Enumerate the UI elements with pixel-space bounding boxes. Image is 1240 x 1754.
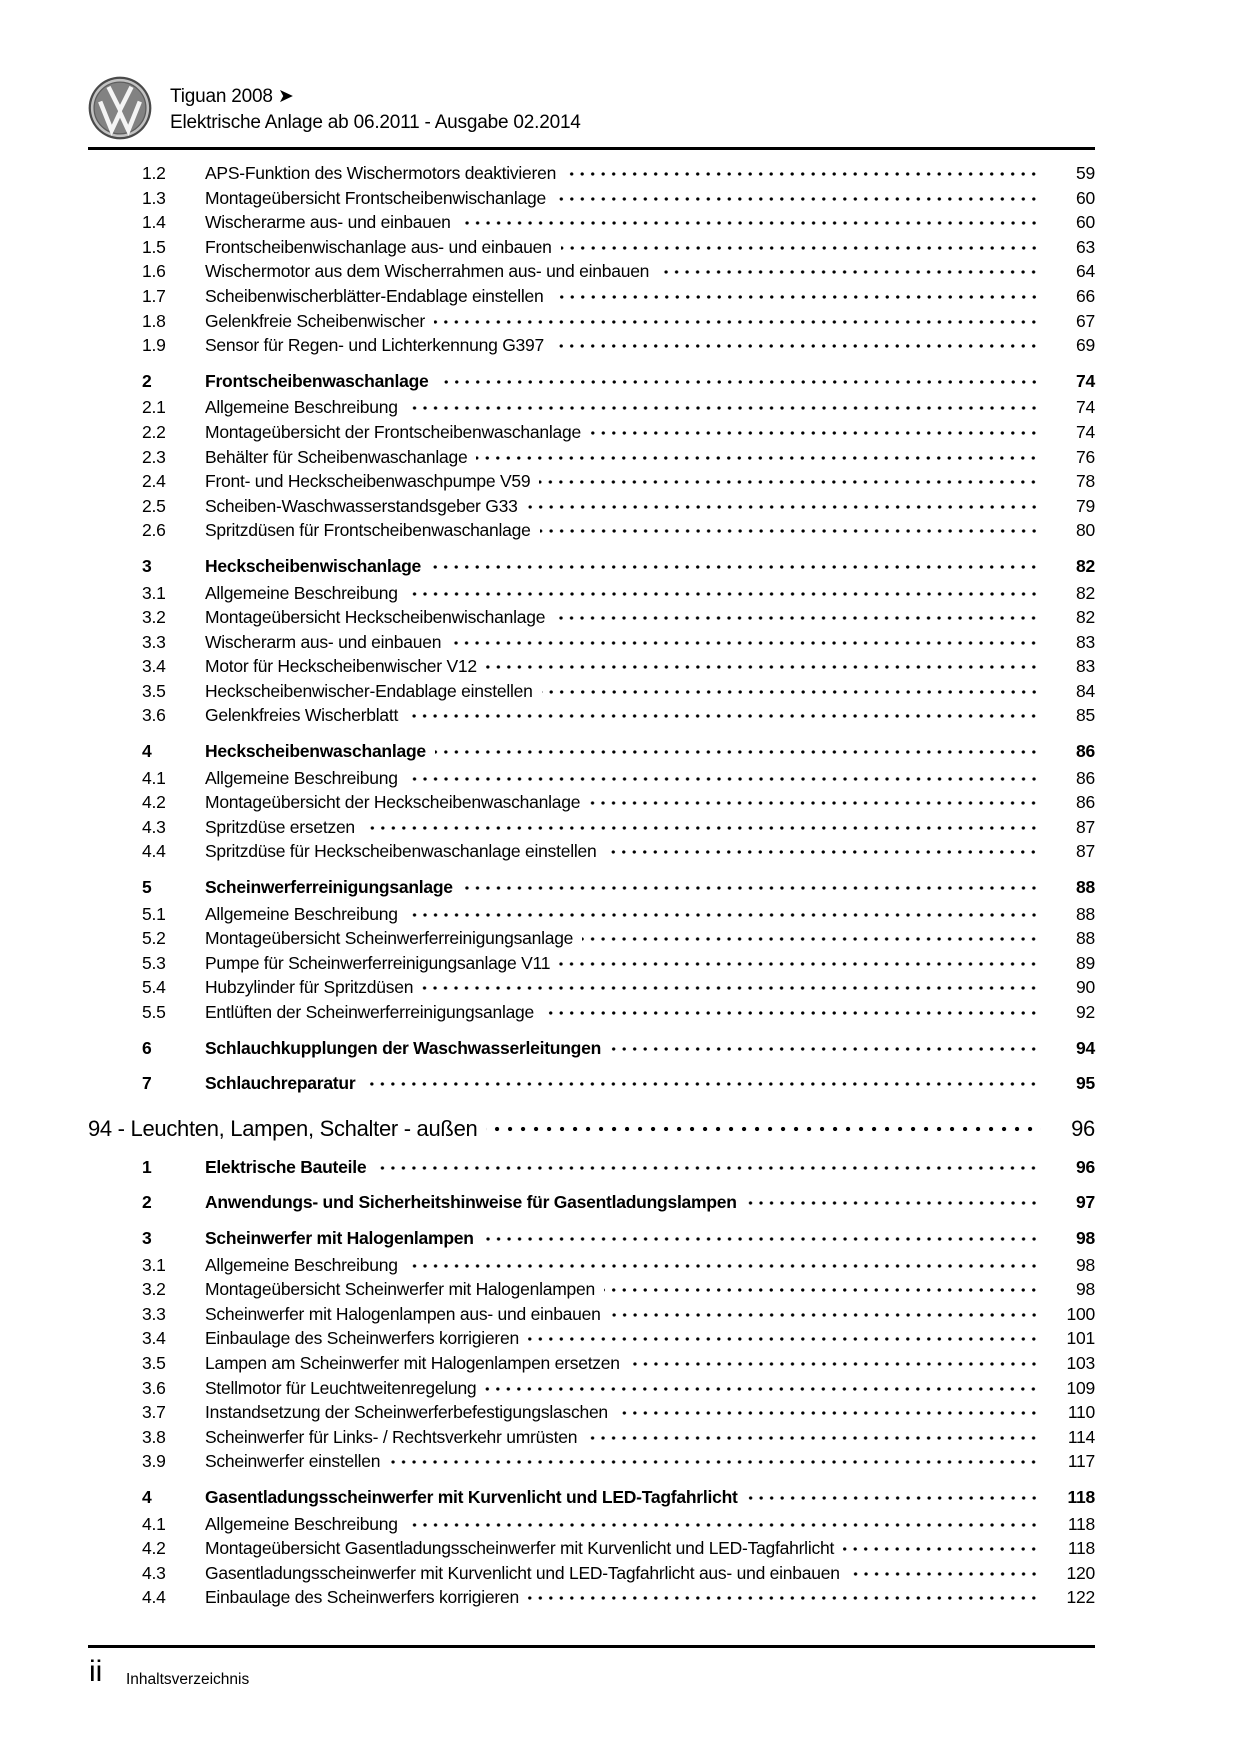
- toc-entry-page: 103: [1066, 1352, 1095, 1373]
- toc-entry: [88, 679, 1095, 704]
- toc-entry-title: Montageübersicht Frontscheibenwischanlage: [205, 187, 546, 208]
- toc-entry-number: 3.6: [142, 1377, 166, 1398]
- toc-entry-page: 63: [1076, 236, 1095, 257]
- toc-entry-page: 90: [1076, 977, 1095, 998]
- toc-entry: [88, 518, 1095, 543]
- dot-leader: [407, 1259, 1041, 1271]
- toc-entry-title: Spritzdüse für Heckscheibenwaschanlage einstellen: [205, 841, 597, 862]
- toc-entry-page: 114: [1067, 1426, 1095, 1447]
- dot-leader: [843, 1542, 1041, 1554]
- dot-leader: [604, 1283, 1041, 1295]
- dot-leader: [528, 1591, 1041, 1603]
- toc-entry-page: 98: [1076, 1227, 1095, 1248]
- toc-entry-title: Lampen am Scheinwerfer mit Halogenlampen ersetzen: [205, 1352, 620, 1373]
- toc-entry-number: 2.3: [142, 446, 166, 467]
- dot-leader: [610, 1042, 1041, 1054]
- dot-leader: [485, 1382, 1041, 1394]
- toc-entry-title: Allgemeine Beschreibung: [205, 767, 398, 788]
- dot-leader: [375, 1161, 1041, 1173]
- dot-leader: [407, 1518, 1041, 1530]
- dot-leader: [364, 1077, 1041, 1089]
- toc-entry-number: 3.1: [142, 582, 166, 603]
- toc-entry-title: Motor für Heckscheibenwischer V12: [205, 656, 477, 677]
- toc-entry: [88, 235, 1095, 260]
- toc-entry-title: Scheinwerferreinigungsanlage: [205, 877, 453, 898]
- toc-entry-number: 3.1: [142, 1254, 166, 1275]
- toc-entry-number: 6: [142, 1037, 152, 1058]
- dot-leader: [462, 881, 1041, 893]
- toc-entry: [88, 815, 1095, 840]
- toc-entry: [88, 1226, 1095, 1251]
- dot-leader: [629, 1357, 1041, 1369]
- toc-entry-page: 83: [1076, 631, 1095, 652]
- dot-leader: [422, 981, 1041, 993]
- toc-entry-title: Elektrische Bauteile: [205, 1156, 367, 1177]
- toc-entry-page: 88: [1076, 877, 1095, 898]
- toc-entry-number: 4.1: [142, 767, 166, 788]
- toc-entry: [88, 1155, 1095, 1180]
- toc-entry-page: 98: [1076, 1254, 1095, 1275]
- toc-entry-title: Spritzdüse ersetzen: [205, 816, 355, 837]
- toc-entry-number: 3.9: [142, 1451, 166, 1472]
- toc-entry-title: Montageübersicht Scheinwerfer mit Halogenlampen: [205, 1279, 595, 1300]
- toc-entry: [88, 926, 1095, 951]
- toc-entry: [88, 1036, 1095, 1061]
- toc-entry-title: Frontscheibenwischanlage aus- und einbauen: [205, 236, 552, 257]
- dot-leader: [586, 1431, 1041, 1443]
- toc-entry-page: 79: [1076, 495, 1095, 516]
- toc-entry: [88, 554, 1095, 579]
- toc-entry-page: 82: [1076, 607, 1095, 628]
- header-model: Tiguan 2008 ➤: [170, 86, 294, 107]
- toc-entry-number: 2.5: [142, 495, 166, 516]
- dot-leader: [559, 957, 1041, 969]
- toc-entry-title: Frontscheibenwaschanlage: [205, 370, 429, 391]
- toc-entry-number: 5.2: [142, 928, 166, 949]
- toc-entry-title: Schlauchreparatur: [205, 1073, 356, 1094]
- toc-entry-title: Scheinwerfer einstellen: [205, 1451, 381, 1472]
- dot-leader: [527, 500, 1041, 512]
- toc-entry-number: 3.2: [142, 607, 166, 628]
- toc-entry: [88, 395, 1095, 420]
- toc-entry-title: Sensor für Regen- und Lichterkennung G397: [205, 335, 545, 356]
- toc-entry-title: Instandsetzung der Scheinwerferbefestigungslaschen: [205, 1402, 608, 1423]
- toc-entry: [88, 654, 1095, 679]
- toc-entry-title: Scheinwerfer für Links- / Rechtsverkehr umrüsten: [205, 1426, 578, 1447]
- toc-entry-page: 94: [1076, 1037, 1095, 1058]
- toc-entry-title: Spritzdüsen für Frontscheibenwaschanlage: [205, 520, 531, 541]
- toc-entry-page: 122: [1066, 1587, 1095, 1608]
- dot-leader: [389, 1455, 1041, 1467]
- toc-entry-page: 89: [1076, 952, 1095, 973]
- toc-entry-number: 2.2: [142, 421, 166, 442]
- toc-entry: [88, 445, 1095, 470]
- dot-leader: [590, 426, 1041, 438]
- toc-entry-number: 3: [142, 1227, 152, 1248]
- dot-leader: [658, 265, 1041, 277]
- toc-entry: [88, 1561, 1095, 1586]
- toc-entry: [88, 1190, 1095, 1215]
- toc-entry-page: 84: [1076, 680, 1095, 701]
- toc-entry-title: Wischerarme aus- und einbauen: [205, 212, 451, 233]
- dot-leader: [849, 1567, 1041, 1579]
- toc-entry: [88, 605, 1095, 630]
- toc-entry: [88, 1536, 1095, 1561]
- dot-leader: [582, 932, 1041, 944]
- toc-entry-number: 5.1: [142, 903, 166, 924]
- toc-entry-title: Montageübersicht Heckscheibenwischanlage: [205, 607, 546, 628]
- header-subtitle: Elektrische Anlage ab 06.2011 - Ausgabe 02.2014: [170, 112, 581, 133]
- dot-leader: [746, 1196, 1041, 1208]
- toc-entry: [88, 284, 1095, 309]
- toc-entry: [88, 790, 1095, 815]
- toc-entry: [88, 1277, 1095, 1302]
- toc-entry: [88, 951, 1095, 976]
- toc-entry-page: 74: [1076, 370, 1095, 391]
- toc-entry: [88, 1512, 1095, 1537]
- toc-entry-title: Gasentladungsscheinwerfer mit Kurvenlicht und LED-Tagfahrlicht: [205, 1486, 738, 1507]
- toc-entry-title: Montageübersicht der Frontscheibenwaschanlage: [205, 421, 581, 442]
- toc-entry-page: 59: [1076, 163, 1095, 183]
- toc-entry-page: 87: [1076, 841, 1095, 862]
- toc-entry-number: 4.2: [142, 1538, 166, 1559]
- toc-entry-number: 1.3: [142, 187, 166, 208]
- dot-leader: [605, 845, 1041, 857]
- toc-entry: [88, 875, 1095, 900]
- toc-entry: [88, 309, 1095, 334]
- toc-entry: [88, 1351, 1095, 1376]
- dot-leader: [407, 587, 1041, 599]
- dot-leader: [610, 1308, 1041, 1320]
- dot-leader: [617, 1406, 1041, 1418]
- toc-entry: [88, 581, 1095, 606]
- toc-entry-page: 109: [1066, 1377, 1095, 1398]
- footer-section-label: Inhaltsverzeichnis: [126, 1671, 250, 1688]
- toc-entry: [88, 975, 1095, 1000]
- toc-entry-page: 118: [1067, 1486, 1095, 1507]
- toc-entry-number: 4.2: [142, 792, 166, 813]
- toc-entry-title: Allgemeine Beschreibung: [205, 1513, 398, 1534]
- toc-entry: [88, 469, 1095, 494]
- toc-entry-title: Schlauchkupplungen der Waschwasserleitungen: [205, 1037, 602, 1058]
- toc-entry: [88, 1326, 1095, 1351]
- toc-entry-title: Montageübersicht der Heckscheibenwaschanlage: [205, 792, 581, 813]
- toc-entry-number: 3.4: [142, 1328, 166, 1349]
- toc-entry-page: 82: [1076, 582, 1095, 603]
- dot-leader: [747, 1491, 1041, 1503]
- toc-entry-page: 101: [1066, 1328, 1095, 1349]
- toc-entry-page: 96: [1071, 1115, 1095, 1141]
- toc-entry-title: APS-Funktion des Wischermotors deaktivieren: [205, 163, 557, 183]
- toc-entry: [88, 1114, 1095, 1144]
- toc-entry: [88, 186, 1095, 211]
- toc-entry-title: Hubzylinder für Spritzdüsen: [205, 977, 414, 998]
- dot-leader: [589, 796, 1041, 808]
- toc-entry-title: Montageübersicht Scheinwerferreinigungsanlage: [205, 928, 574, 949]
- dot-leader: [539, 475, 1041, 487]
- dot-leader: [528, 1332, 1041, 1344]
- toc-entry: [88, 210, 1095, 235]
- toc-entry-title: Stellmotor für Leuchtweitenregelung: [205, 1377, 477, 1398]
- toc-entry-number: 1.5: [142, 236, 166, 257]
- toc-entry-number: 1.4: [142, 212, 166, 233]
- dot-leader: [542, 685, 1041, 697]
- toc-entry-number: 3.5: [142, 1352, 166, 1373]
- dot-leader: [476, 451, 1041, 463]
- toc-entry-title: Scheinwerfer mit Halogenlampen: [205, 1227, 474, 1248]
- toc-entry-title: Einbaulage des Scheinwerfers korrigieren: [205, 1587, 519, 1608]
- toc-entry-title: Wischerarm aus- und einbauen: [205, 631, 442, 652]
- toc-entry: [88, 1376, 1095, 1401]
- toc-entry: [88, 494, 1095, 519]
- toc-entry-number: 3.7: [142, 1402, 166, 1423]
- toc-entry: [88, 739, 1095, 764]
- toc-entry-page: 118: [1067, 1538, 1095, 1559]
- toc-entry-number: 2.1: [142, 397, 166, 418]
- toc-entry-title: Allgemeine Beschreibung: [205, 582, 398, 603]
- toc-entry-title: Allgemeine Beschreibung: [205, 397, 398, 418]
- toc-entry: [88, 1253, 1095, 1278]
- toc-entry-number: 3.3: [142, 631, 166, 652]
- toc-entry-page: 74: [1076, 421, 1095, 442]
- dot-leader: [407, 401, 1041, 413]
- toc-entry-title: Heckscheibenwischanlage: [205, 555, 422, 576]
- toc-entry: [88, 1585, 1095, 1610]
- toc-entry-page: 86: [1076, 741, 1095, 762]
- toc-entry-title: Gelenkfreie Scheibenwischer: [205, 310, 425, 331]
- toc-entry-number: 5: [142, 877, 152, 898]
- toc-entry: [88, 839, 1095, 864]
- toc-entry-number: 1.6: [142, 261, 166, 282]
- dot-leader: [540, 524, 1041, 536]
- toc-entry-page: 67: [1076, 310, 1095, 331]
- toc-entry-title: Gasentladungsscheinwerfer mit Kurvenlicht und LED-Tagfahrlicht aus- und einbauen: [205, 1562, 840, 1583]
- toc-entry-page: 85: [1076, 705, 1095, 726]
- toc-entry-page: 98: [1076, 1279, 1095, 1300]
- toc-entry-page: 88: [1076, 928, 1095, 949]
- toc-entry-page: 100: [1066, 1303, 1095, 1324]
- toc-entry-page: 120: [1066, 1562, 1095, 1583]
- toc-entry: [88, 259, 1095, 284]
- toc-entry-page: 96: [1076, 1156, 1095, 1177]
- toc-entry-page: 110: [1067, 1402, 1095, 1423]
- toc-entry-number: 3.3: [142, 1303, 166, 1324]
- toc-entry-title: Front- und Heckscheibenwaschpumpe V59: [205, 471, 531, 492]
- toc-entry-title: Pumpe für Scheinwerferreinigungsanlage V11: [205, 952, 551, 973]
- toc-entry-page: 118: [1067, 1513, 1095, 1534]
- toc-entry: [88, 902, 1095, 927]
- toc-entry-title: Entlüften der Scheinwerferreinigungsanlage: [205, 1002, 535, 1022]
- toc-entry: [88, 630, 1095, 655]
- toc-entry-page: 117: [1067, 1451, 1095, 1472]
- dot-leader: [407, 908, 1041, 920]
- toc-entry-title: Heckscheibenwaschanlage: [205, 741, 426, 762]
- toc-entry: [88, 766, 1095, 791]
- toc-entry-number: 2: [142, 1192, 152, 1213]
- toc-entry-page: 60: [1076, 187, 1095, 208]
- dot-leader: [407, 709, 1041, 721]
- toc-entry-number: 3.2: [142, 1279, 166, 1300]
- toc-entry-number: 5.4: [142, 977, 166, 998]
- toc-entry-page: 83: [1076, 656, 1095, 677]
- toc-entry: [88, 1425, 1095, 1450]
- toc-entry-title: Anwendungs- und Sicherheitshinweise für Gasentladungslampen: [205, 1192, 737, 1213]
- toc-entry-number: 1.8: [142, 310, 166, 331]
- toc-entry: [88, 369, 1095, 394]
- toc-entry-number: 5.3: [142, 952, 166, 973]
- footer-page-number: ii: [89, 1655, 103, 1688]
- dot-leader: [483, 1232, 1041, 1244]
- toc-entry-title: Scheibenwischerblätter-Endablage einstellen: [205, 285, 544, 306]
- toc-entry-title: 94 - Leuchten, Lampen, Schalter - außen: [88, 1115, 478, 1141]
- toc-entry-number: 1: [142, 1156, 152, 1177]
- toc-entry-page: 86: [1076, 792, 1095, 813]
- toc-entry-page: 87: [1076, 816, 1095, 837]
- toc-entry: [88, 1302, 1095, 1327]
- toc-entry-number: 4: [142, 741, 152, 762]
- toc-entry-title: Scheinwerfer mit Halogenlampen aus- und einbauen: [205, 1303, 601, 1324]
- toc-entry-title: Allgemeine Beschreibung: [205, 1254, 398, 1275]
- toc-entry: [88, 1071, 1095, 1096]
- toc-entry-page: 76: [1076, 446, 1095, 467]
- toc-entry-number: 1.2: [142, 163, 166, 183]
- toc-entry-number: 4: [142, 1486, 152, 1507]
- toc-entry-page: 82: [1076, 555, 1095, 576]
- dot-leader: [486, 1122, 1041, 1136]
- dot-leader: [553, 290, 1042, 302]
- dot-leader: [438, 375, 1041, 387]
- toc-entry: [88, 1400, 1095, 1425]
- toc-entry-number: 4.3: [142, 816, 166, 837]
- toc-entry-number: 7: [142, 1073, 152, 1094]
- toc-entry-page: 69: [1076, 335, 1095, 356]
- toc-entry-number: 3.8: [142, 1426, 166, 1447]
- toc-entry-page: 60: [1076, 212, 1095, 233]
- toc-entry-page: 64: [1076, 261, 1095, 282]
- toc-entry: [88, 1449, 1095, 1474]
- header-divider: [88, 147, 1095, 150]
- toc-entry-number: 4.4: [142, 1587, 166, 1608]
- dot-leader: [486, 660, 1041, 672]
- toc-entry-title: Montageübersicht Gasentladungsscheinwerfer mit Kurvenlicht und LED-Tagfahrlicht: [205, 1538, 835, 1559]
- dot-leader: [434, 315, 1041, 327]
- toc-entry-page: 78: [1076, 471, 1095, 492]
- toc-entry-number: 2.6: [142, 520, 166, 541]
- footer-divider: [88, 1645, 1095, 1648]
- dot-leader: [543, 1006, 1041, 1018]
- toc-entry-number: 4.4: [142, 841, 166, 862]
- dot-leader: [554, 611, 1041, 623]
- toc-entry-title: Gelenkfreies Wischerblatt: [205, 705, 399, 726]
- toc-entry: [88, 420, 1095, 445]
- toc-entry-number: 2: [142, 370, 152, 391]
- vw-logo-icon: [88, 76, 152, 140]
- dot-leader: [430, 560, 1041, 572]
- dot-leader: [553, 339, 1041, 351]
- toc-entry-number: 3.4: [142, 656, 166, 677]
- toc-entry-number: 4.1: [142, 1513, 166, 1534]
- toc-entry: [88, 161, 1095, 186]
- toc-entry-number: 3.5: [142, 680, 166, 701]
- toc-entry: [88, 333, 1095, 358]
- toc-entry-number: 1.9: [142, 335, 166, 356]
- dot-leader: [555, 192, 1041, 204]
- toc-entry-number: 2.4: [142, 471, 166, 492]
- toc-entry-page: 88: [1076, 903, 1095, 924]
- toc-entry-title: Heckscheibenwischer-Endablage einstellen: [205, 680, 533, 701]
- toc-entry-page: 95: [1076, 1073, 1095, 1094]
- toc-entry-page: 74: [1076, 397, 1095, 418]
- dot-leader: [407, 772, 1041, 784]
- toc-entry-number: 3.6: [142, 705, 166, 726]
- dot-leader: [364, 821, 1041, 833]
- toc-entry-title: Scheiben-Waschwasserstandsgeber G33: [205, 495, 518, 516]
- dot-leader: [450, 636, 1041, 648]
- dot-leader: [565, 167, 1041, 179]
- toc-entry-title: Wischermotor aus dem Wischerrahmen aus- und einbauen: [205, 261, 650, 282]
- toc-entry-title: Einbaulage des Scheinwerfers korrigieren: [205, 1328, 519, 1349]
- table-of-contents: [88, 161, 1095, 1610]
- toc-entry-title: Allgemeine Beschreibung: [205, 903, 398, 924]
- header-text-block: [170, 84, 581, 136]
- toc-entry-page: 97: [1076, 1192, 1095, 1213]
- toc-entry-page: 92: [1076, 1002, 1095, 1022]
- toc-entry-page: 86: [1076, 767, 1095, 788]
- dot-leader: [561, 241, 1041, 253]
- toc-entry-page: 66: [1076, 285, 1095, 306]
- toc-entry-page: 80: [1076, 520, 1095, 541]
- dot-leader: [435, 745, 1041, 757]
- toc-entry: [88, 703, 1095, 728]
- toc-entry: [88, 1485, 1095, 1510]
- toc-entry-number: 4.3: [142, 1562, 166, 1583]
- toc-entry-number: 5.5: [142, 1002, 166, 1022]
- toc-entry: [88, 1000, 1095, 1025]
- toc-entry-number: 3: [142, 555, 152, 576]
- toc-entry-number: 1.7: [142, 285, 166, 306]
- toc-entry-title: Behälter für Scheibenwaschanlage: [205, 446, 468, 467]
- dot-leader: [460, 216, 1041, 228]
